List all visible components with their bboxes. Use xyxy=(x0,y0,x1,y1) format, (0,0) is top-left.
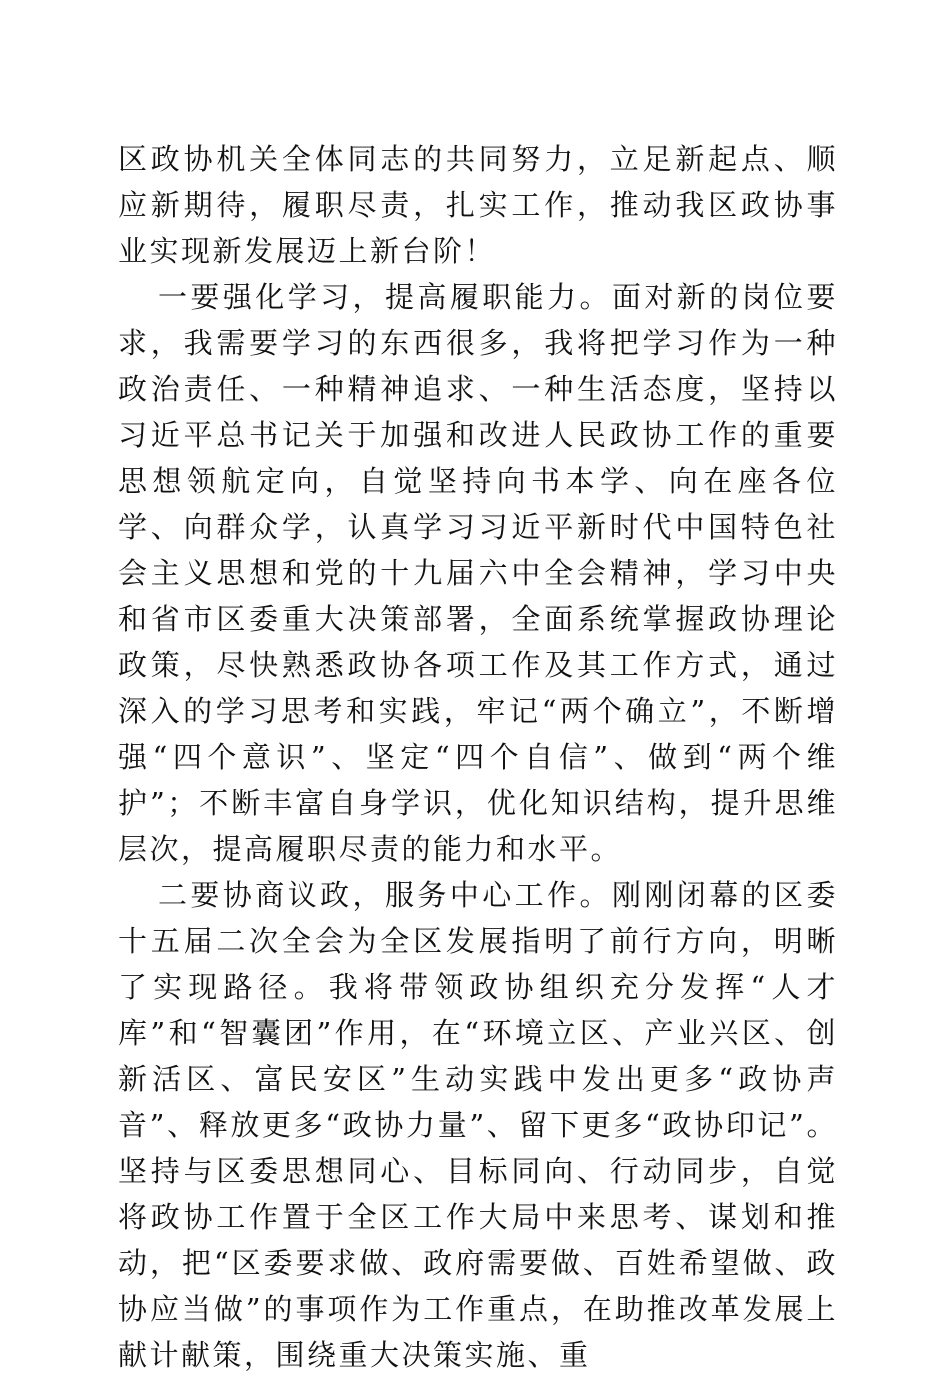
paragraph-continuation: 区政协机关全体同志的共同努力，立足新起点、顺应新期待，履职尽责，扎实工作，推动我区政协事业实现新发展迈上新台阶！ xyxy=(118,142,838,268)
document-body xyxy=(118,136,838,1378)
paragraph-consultation: 二要协商议政，服务中心工作。刚刚闭幕的区委十五届二次全会为全区发展指明了前行方向，明晰了实现路径。我将带领政协组织充分发挥“人才库”和“智囊团”作用，在“环境立区、产业兴区、创新活区、富民安区”生动实践中发出更多“政协声音”、释放更多“政协力量”、留下更多“政协印记”。坚持与区委思想同心、目标同向、行动同步，自觉将政协工作置于全区工作大局中来思考、谋划和推动，把“区委要求做、政府需要做、百姓希望做、政协应当做”的事项作为工作重点，在助推改革发展上献计献策，围绕重大决策实施、重 xyxy=(118,878,838,1372)
paragraph-study: 一要强化学习，提高履职能力。面对新的岗位要求，我需要学习的东西很多，我将把学习作为一种政治责任、一种精神追求、一种生活态度，坚持以习近平总书记关于加强和改进人民政协工作的重要思想领航定向，自觉坚持向书本学、向在座各位学、向群众学，认真学习习近平新时代中国特色社会主义思想和党的十九届六中全会精神，学习中央和省市区委重大决策部署，全面系统掌握政协理论政策，尽快熟悉政协各项工作及其工作方式，通过深入的学习思考和实践，牢记“两个确立”，不断增强“四个意识”、坚定“四个自信”、做到“两个维护”；不断丰富自身学识，优化知识结构，提升思维层次，提高履职尽责的能力和水平。 xyxy=(118,280,838,866)
